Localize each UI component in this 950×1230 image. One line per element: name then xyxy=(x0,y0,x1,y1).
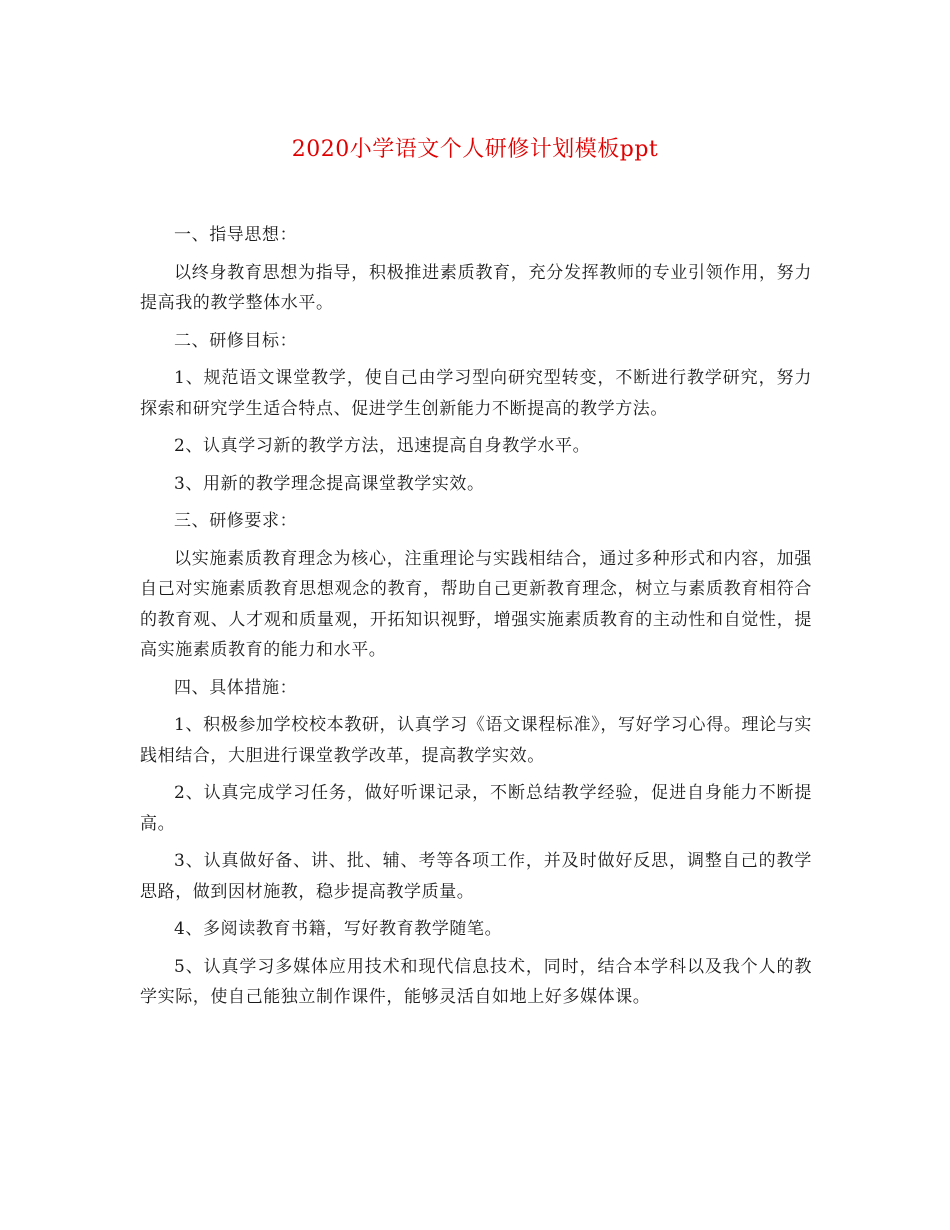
document-body xyxy=(140,220,812,1020)
section-heading-goals: 二、研修目标： xyxy=(174,330,298,351)
paragraph: 以实施素质教育理念为核心，注重理论与实践相结合，通过多种形式和内容，加强自己对实施素质教育思想观念的教育，帮助自己更新教育理念，树立与素质教育相符合的教育观、人才观和质量观，开拓知识视野，增强实施素质教育的主动性和自觉性，提高实施素质教育的能力和水平。 xyxy=(140,548,812,660)
document-title: 2020小学语文个人研修计划模板ppt xyxy=(291,137,659,162)
paragraph: 以终身教育思想为指导，积极推进素质教育，充分发挥教师的专业引领作用，努力提高我的教学整体水平。 xyxy=(140,262,812,313)
paragraph: 4、多阅读教育书籍，写好教育教学随笔。 xyxy=(174,919,503,939)
section-heading-requirements: 三、研修要求： xyxy=(174,511,298,531)
paragraph: 2、认真学习新的教学方法，迅速提高自身教学水平。 xyxy=(174,436,591,456)
section-heading-guiding-thought: 一、指导思想： xyxy=(174,225,298,245)
paragraph: 2、认真完成学习任务，做好听课记录，不断总结教学经验，促进自身能力不断提高。 xyxy=(140,783,812,834)
paragraph: 5、认真学习多媒体应用技术和现代信息技术，同时，结合本学科以及我个人的教学实际，使自己能独立制作课件，能够灵活自如地上好多媒体课。 xyxy=(140,956,812,1007)
paragraph: 3、认真做好备、讲、批、辅、考等各项工作，并及时做好反思，调整自己的教学思路，做到因材施教，稳步提高教学质量。 xyxy=(140,851,812,902)
section-heading-measures: 四、具体措施： xyxy=(174,677,298,698)
paragraph: 3、用新的教学理念提高课堂教学实效。 xyxy=(174,473,485,494)
paragraph: 1、规范语文课堂教学，使自己由学习型向研究型转变，不断进行教学研究，努力探索和研究学生适合特点、促进学生创新能力不断提高的教学方法。 xyxy=(140,368,812,419)
paragraph: 1、积极参加学校校本教研，认真学习《语文课程标准》，写好学习心得。理论与实践相结合，大胆进行课堂教学改革，提高教学实效。 xyxy=(140,715,812,766)
